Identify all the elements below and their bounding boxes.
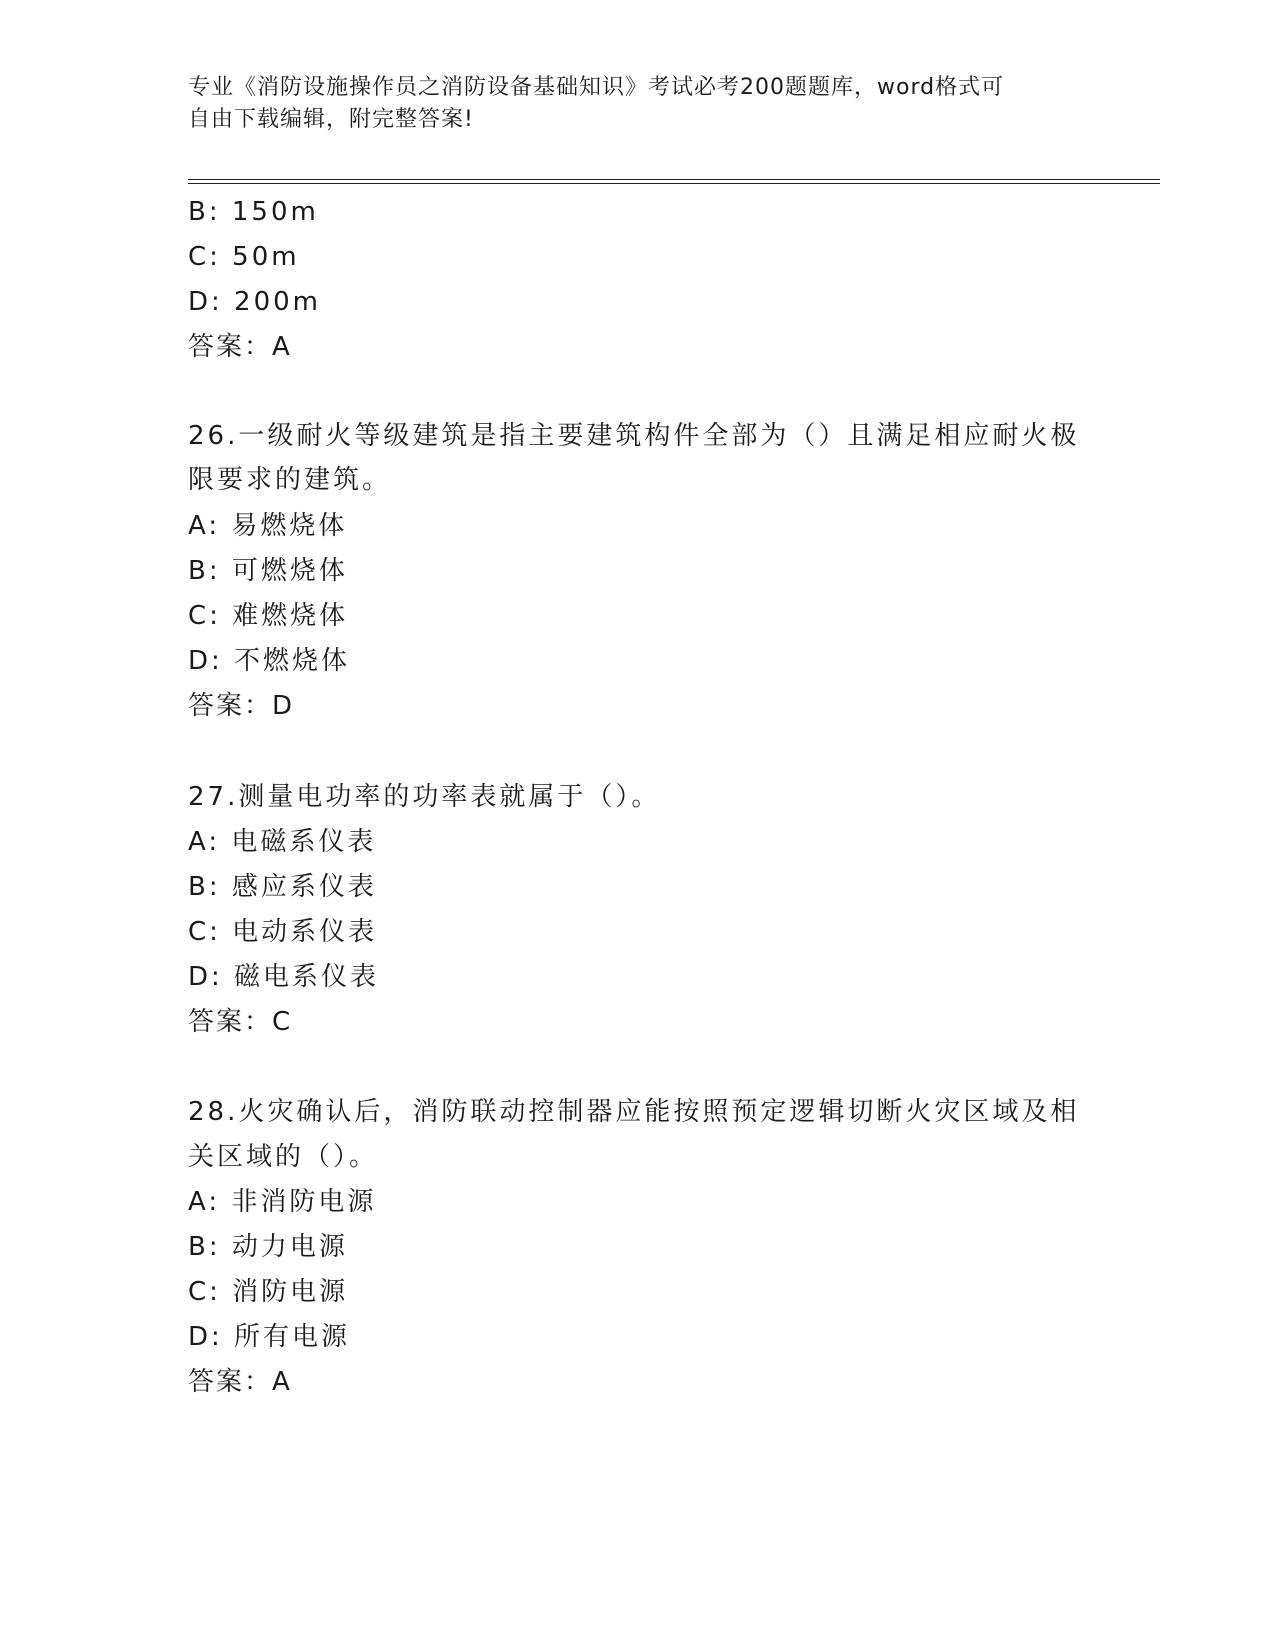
- header-rule-bottom: [188, 183, 1160, 184]
- question-stem: 26.一级耐火等级建筑是指主要建筑构件全部为（）且满足相应耐火极: [188, 421, 1080, 451]
- document-header: [188, 72, 1088, 136]
- question-stem-cont: 限要求的建筑。: [188, 465, 392, 495]
- option-a: A: 电磁系仪表: [188, 827, 377, 857]
- option-c: C: 50m: [188, 242, 300, 272]
- option-b: B: 感应系仪表: [188, 872, 377, 902]
- option-b: B: 可燃烧体: [188, 556, 348, 586]
- question-stem-cont: 关区域的（）。: [188, 1142, 379, 1172]
- header-rule-top: [188, 179, 1160, 180]
- header-line-1: 专业《消防设施操作员之消防设备基础知识》考试必考200题题库，word格式可: [188, 75, 1005, 100]
- option-c: C: 消防电源: [188, 1277, 349, 1307]
- answer: 答案：A: [188, 1367, 292, 1397]
- answer: 答案：D: [188, 691, 295, 721]
- option-d: D: 不燃烧体: [188, 646, 351, 676]
- option-c: C: 电动系仪表: [188, 917, 378, 947]
- header-line-2: 自由下载编辑，附完整答案!: [188, 107, 474, 132]
- option-d: D: 所有电源: [188, 1322, 351, 1352]
- question-stem: 27.测量电功率的功率表就属于（）。: [188, 782, 661, 812]
- option-b: B: 动力电源: [188, 1232, 348, 1262]
- answer: 答案：A: [188, 332, 292, 362]
- option-a: A: 非消防电源: [188, 1187, 377, 1217]
- option-d: D: 200m: [188, 287, 321, 317]
- answer: 答案：C: [188, 1007, 293, 1037]
- question-stem: 28.火灾确认后，消防联动控制器应能按照预定逻辑切断火灾区域及相: [188, 1097, 1080, 1127]
- option-a: A: 易燃烧体: [188, 511, 348, 541]
- option-c: C: 难燃烧体: [188, 601, 349, 631]
- option-b: B: 150m: [188, 197, 319, 227]
- option-d: D: 磁电系仪表: [188, 962, 380, 992]
